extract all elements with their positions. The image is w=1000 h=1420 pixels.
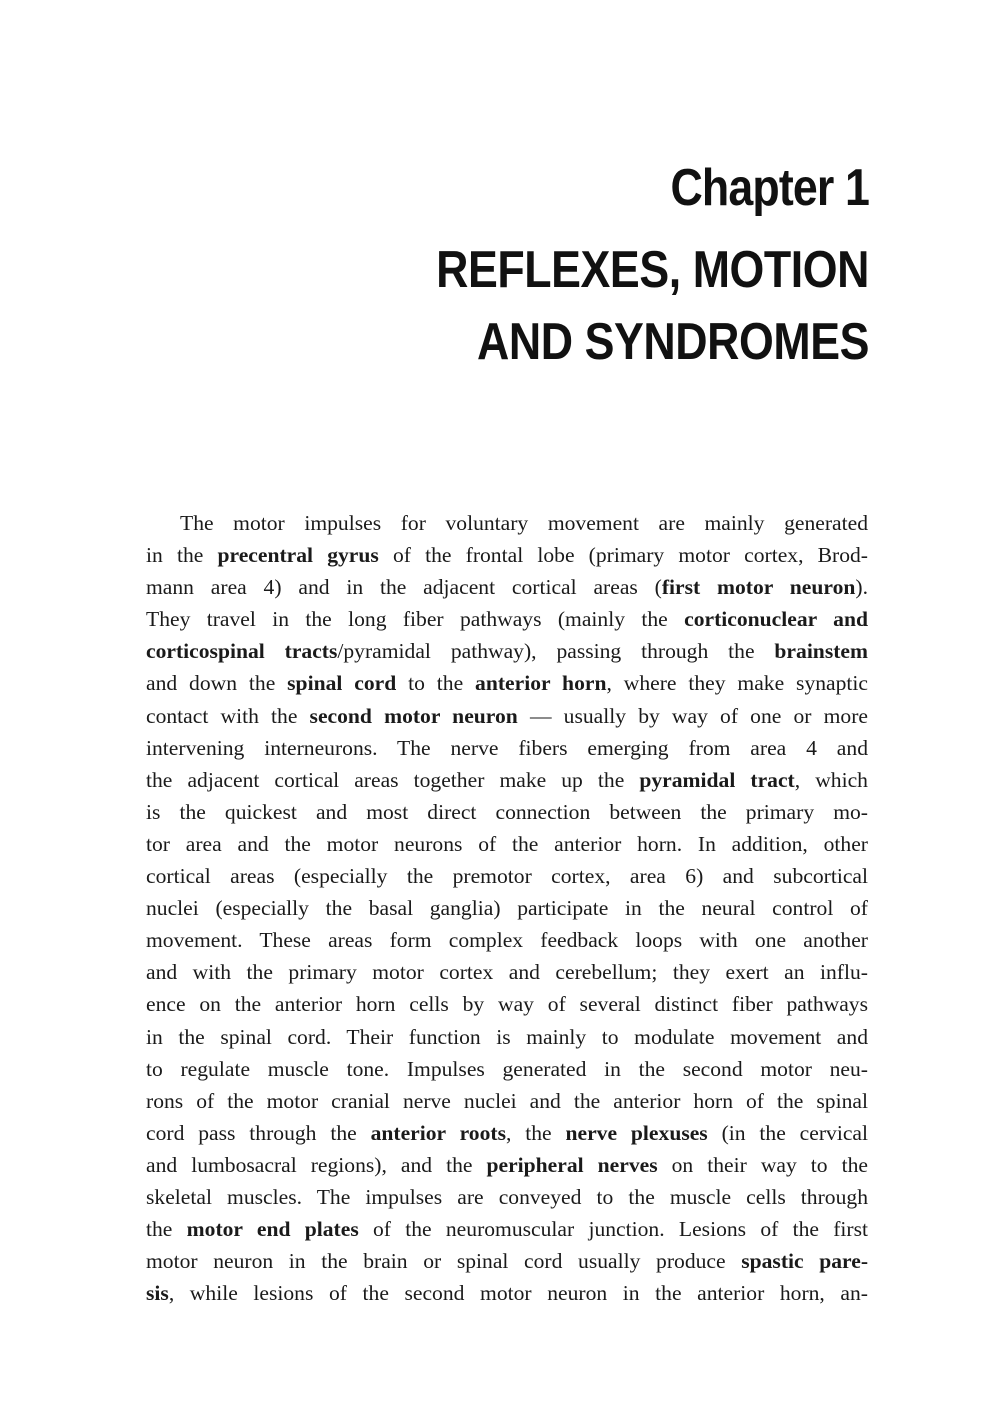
chapter-label: Chapter 1 [670, 159, 869, 217]
text-run: the [146, 1217, 187, 1242]
text-run: tor area and the motor neurons of the anterior horn. In addition, other [146, 831, 868, 856]
text-run: /pyramidal pathway), passing through the [337, 639, 775, 664]
text-run: in the spinal cord. Their function is mainly to modulate movement and [146, 1024, 868, 1049]
bold-term: second motor neuron [309, 703, 518, 728]
text-run: , where they make synaptic [606, 671, 868, 696]
text-run: — usually by way of one or more [517, 703, 868, 728]
text-line [146, 1149, 868, 1181]
text-run: of the frontal lobe (primary motor cortex, Brod- [378, 543, 869, 568]
text-run: and down the [146, 671, 288, 696]
text-line [146, 796, 868, 828]
text-line [146, 956, 868, 988]
text-line [146, 667, 868, 699]
text-line [146, 603, 868, 635]
chapter-heading [169, 150, 869, 378]
text-run: movement. These areas form complex feedback loops with one another [146, 928, 868, 953]
text-run: cord pass through the [146, 1120, 371, 1145]
text-line [146, 1277, 868, 1309]
text-run: (in the cervical [707, 1120, 869, 1145]
text-run: ). [855, 575, 868, 600]
text-line [146, 1245, 868, 1277]
text-run: contact with the [146, 703, 310, 728]
text-line [146, 732, 868, 764]
text-line [146, 988, 868, 1020]
text-run: and with the primary motor cortex and cerebellum; they exert an influ- [146, 960, 868, 985]
text-line [146, 635, 868, 667]
text-run: nuclei (especially the basal ganglia) participate in the neural control of [146, 896, 868, 921]
text-run: to regulate muscle tone. Impulses generated in the second motor neu- [146, 1056, 868, 1081]
bold-term: anterior horn [475, 671, 607, 696]
bold-term: corticospinal tracts [146, 639, 338, 664]
text-run: of the neuromuscular junction. Lesions of the first [358, 1217, 869, 1242]
text-run: motor neuron in the brain or spinal cord usually produce [146, 1249, 742, 1274]
text-line [146, 1085, 868, 1117]
text-run: rons of the motor cranial nerve nuclei and the anterior horn of the spinal [146, 1088, 868, 1113]
text-run: to the [396, 671, 476, 696]
text-run: , while lesions of the second motor neuron in the anterior horn, an- [168, 1281, 868, 1306]
bold-term: peripheral nerves [486, 1152, 658, 1177]
bold-term: spinal cord [287, 671, 397, 696]
text-run: and lumbosacral regions), and the [146, 1152, 487, 1177]
text-run: cortical areas (especially the premotor cortex, area 6) and subcortical [146, 864, 868, 889]
text-line [146, 892, 868, 924]
text-run: in the [146, 543, 218, 568]
text-run: The motor impulses for voluntary movement are mainly generated [180, 511, 868, 535]
text-line [146, 764, 868, 796]
body-paragraph [146, 507, 868, 1309]
text-run: mann area 4) and in the adjacent cortical areas ( [146, 575, 662, 600]
bold-term: anterior roots [370, 1120, 506, 1145]
bold-term: first motor neuron [661, 575, 856, 600]
text-run: the adjacent cortical areas together make up the [146, 767, 640, 792]
text-line [146, 507, 868, 539]
text-run: , which [794, 767, 868, 792]
text-line [146, 1053, 868, 1085]
bold-term: sis [146, 1281, 169, 1306]
text-line [146, 1117, 868, 1149]
text-line [146, 1213, 868, 1245]
text-line [146, 1181, 868, 1213]
text-line [146, 828, 868, 860]
text-line [146, 860, 868, 892]
bold-term: spastic pare- [741, 1249, 869, 1274]
text-run: is the quickest and most direct connection between the primary mo- [146, 799, 868, 824]
text-line [146, 539, 868, 571]
bold-term: corticonuclear and [684, 607, 868, 632]
text-line [146, 700, 868, 732]
text-line [146, 1021, 868, 1053]
text-run: on their way to the [657, 1152, 868, 1177]
bold-term: motor end plates [186, 1217, 359, 1242]
bold-term: brainstem [774, 639, 868, 664]
bold-term: nerve plexuses [565, 1120, 708, 1145]
chapter-title-line: AND SYNDROMES [477, 313, 869, 371]
text-run: , the [505, 1120, 566, 1145]
text-run: ence on the anterior horn cells by way of several distinct fiber pathways [146, 992, 868, 1017]
text-line [146, 571, 868, 603]
bold-term: precentral gyrus [217, 543, 379, 568]
text-line [146, 924, 868, 956]
text-run: They travel in the long fiber pathways (mainly the [146, 607, 685, 632]
text-run: skeletal muscles. The impulses are conveyed to the muscle cells through [146, 1184, 868, 1209]
bold-term: pyramidal tract [639, 767, 795, 792]
chapter-title-line: REFLEXES, MOTION [436, 241, 869, 299]
text-run: intervening interneurons. The nerve fibers emerging from area 4 and [146, 735, 868, 760]
